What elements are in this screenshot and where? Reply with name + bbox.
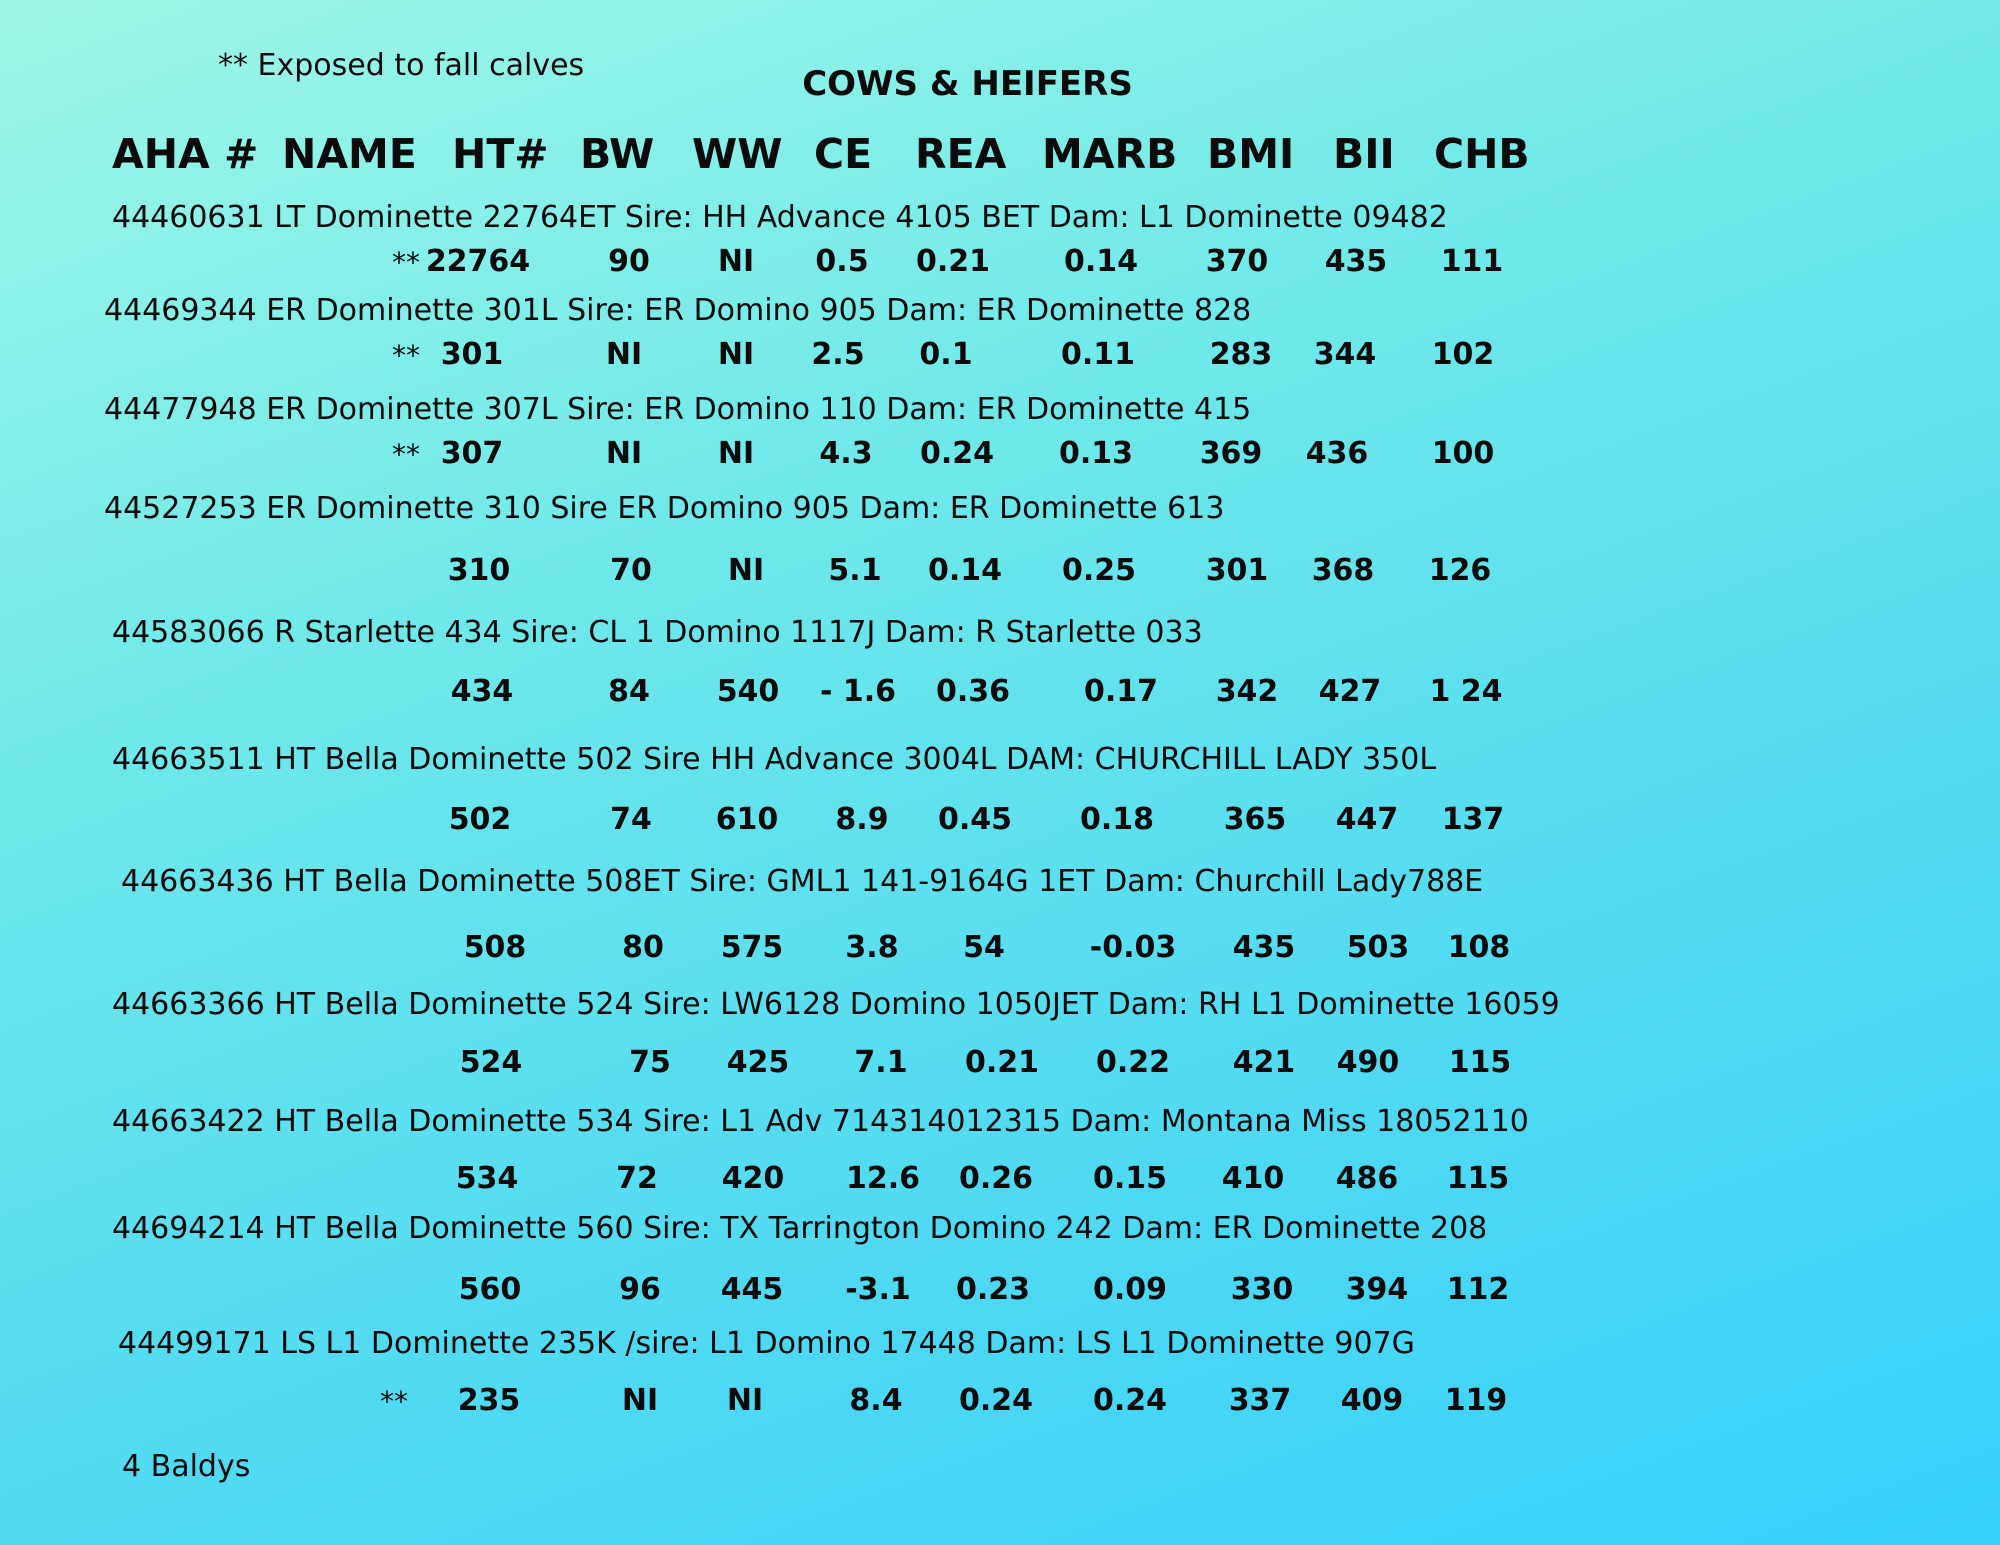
record-value-ww: NI — [727, 553, 765, 588]
record-value-bw: 84 — [608, 674, 650, 709]
record-value-bmi: 435 — [1232, 930, 1296, 965]
record-value-ce: 3.8 — [845, 930, 899, 965]
exposed-marker: ** — [392, 339, 420, 372]
record-value-ce: 7.1 — [854, 1045, 908, 1080]
record-description: 44663366 HT Bella Dominette 524 Sire: LW6128 Domino 1050JET Dam: RH L1 Dominette 16059 — [112, 987, 1560, 1022]
record-value-rea: 0.14 — [927, 553, 1003, 588]
record-description: 44694214 HT Bella Dominette 560 Sire: TX Tarrington Domino 242 Dam: ER Dominette 208 — [112, 1211, 1488, 1246]
record-description: 44583066 R Starlette 434 Sire: CL 1 Domino 1117J Dam: R Starlette 033 — [112, 615, 1203, 650]
record-value-rea: 0.21 — [915, 244, 991, 279]
record-value-ht: 22764 — [425, 244, 531, 279]
record-value-rea: 0.24 — [958, 1383, 1034, 1418]
record-description: 44499171 LS L1 Dominette 235K /sire: L1 Domino 17448 Dam: LS L1 Dominette 907G — [118, 1326, 1415, 1361]
record-value-bii: 409 — [1340, 1383, 1404, 1418]
record-value-marb: 0.14 — [1063, 244, 1139, 279]
record-value-marb: -0.03 — [1089, 930, 1177, 965]
record-value-bw: NI — [605, 436, 643, 471]
record-value-ht: 310 — [447, 553, 511, 588]
record-value-rea: 0.24 — [919, 436, 995, 471]
column-header-name: NAME — [282, 130, 417, 178]
record-value-chb: 137 — [1441, 802, 1505, 837]
record-value-bw: 96 — [619, 1272, 661, 1307]
column-header-ce: CE — [814, 130, 873, 178]
record-value-chb: 108 — [1447, 930, 1511, 965]
record-value-bii: 394 — [1345, 1272, 1409, 1307]
column-header-marb: MARB — [1042, 130, 1178, 178]
record-value-bii: 486 — [1335, 1161, 1399, 1196]
record-value-ww: NI — [717, 337, 755, 372]
record-value-ce: 8.9 — [835, 802, 889, 837]
column-header-bmi: BMI — [1207, 130, 1295, 178]
record-value-rea: 0.26 — [958, 1161, 1034, 1196]
record-value-ht: 235 — [457, 1383, 521, 1418]
record-value-chb: 100 — [1431, 436, 1495, 471]
record-value-bii: 427 — [1318, 674, 1382, 709]
record-value-ce: 0.5 — [815, 244, 869, 279]
record-description: 44663436 HT Bella Dominette 508ET Sire: GML1 141-9164G 1ET Dam: Churchill Lady788E — [121, 864, 1484, 899]
record-value-ww: 575 — [720, 930, 784, 965]
record-value-ht: 508 — [463, 930, 527, 965]
record-value-bmi: 421 — [1232, 1045, 1296, 1080]
record-value-bmi: 365 — [1223, 802, 1287, 837]
record-value-rea: 54 — [963, 930, 1005, 965]
record-value-ht: 524 — [459, 1045, 523, 1080]
record-value-bii: 368 — [1311, 553, 1375, 588]
record-value-ht: 502 — [448, 802, 512, 837]
record-value-marb: 0.15 — [1092, 1161, 1168, 1196]
record-value-ww: 540 — [716, 674, 780, 709]
column-header-chb: CHB — [1434, 130, 1530, 178]
record-value-bmi: 337 — [1228, 1383, 1292, 1418]
record-value-bw: 75 — [629, 1045, 671, 1080]
record-value-chb: 112 — [1446, 1272, 1510, 1307]
record-value-bmi: 301 — [1205, 553, 1269, 588]
record-value-ww: 425 — [726, 1045, 790, 1080]
record-value-ce: 12.6 — [845, 1161, 921, 1196]
record-description: 44663511 HT Bella Dominette 502 Sire HH Advance 3004L DAM: CHURCHILL LADY 350L — [112, 742, 1437, 777]
exposed-marker: ** — [392, 246, 420, 279]
record-value-bw: NI — [605, 337, 643, 372]
record-value-ce: 2.5 — [811, 337, 865, 372]
page-title: COWS & HEIFERS — [802, 64, 1133, 104]
record-value-bii: 503 — [1346, 930, 1410, 965]
record-value-marb: 0.13 — [1058, 436, 1134, 471]
record-value-marb: 0.11 — [1060, 337, 1136, 372]
record-value-chb: 115 — [1446, 1161, 1510, 1196]
record-value-ww: 610 — [715, 802, 779, 837]
exposed-note: ** Exposed to fall calves — [218, 48, 585, 83]
record-value-ht: 307 — [440, 436, 504, 471]
record-value-chb: 126 — [1428, 553, 1492, 588]
record-value-ht: 534 — [455, 1161, 519, 1196]
record-value-bmi: 369 — [1199, 436, 1263, 471]
record-value-bw: NI — [621, 1383, 659, 1418]
record-value-marb: 0.24 — [1092, 1383, 1168, 1418]
record-value-ww: NI — [726, 1383, 764, 1418]
record-value-chb: 115 — [1448, 1045, 1512, 1080]
record-value-ce: -3.1 — [845, 1272, 911, 1307]
record-value-bmi: 410 — [1221, 1161, 1285, 1196]
column-header-aha: AHA # — [112, 130, 259, 178]
record-value-bw: 90 — [608, 244, 650, 279]
record-value-marb: 0.09 — [1092, 1272, 1168, 1307]
column-header-bii: BII — [1333, 130, 1395, 178]
record-value-ht: 560 — [458, 1272, 522, 1307]
record-value-ww: NI — [717, 436, 755, 471]
record-value-ce: 8.4 — [849, 1383, 903, 1418]
record-value-ce: 4.3 — [819, 436, 873, 471]
record-value-marb: 0.25 — [1061, 553, 1137, 588]
record-description: 44469344 ER Dominette 301L Sire: ER Domino 905 Dam: ER Dominette 828 — [104, 293, 1252, 328]
record-value-ht: 434 — [450, 674, 514, 709]
record-description: 44663422 HT Bella Dominette 534 Sire: L1 Adv 714314012315 Dam: Montana Miss 18052110 — [112, 1104, 1529, 1139]
record-value-rea: 0.21 — [964, 1045, 1040, 1080]
column-header-bw: BW — [580, 130, 655, 178]
record-value-ce: - 1.6 — [819, 674, 897, 709]
record-value-chb: 119 — [1444, 1383, 1508, 1418]
record-description: 44527253 ER Dominette 310 Sire ER Domino 905 Dam: ER Dominette 613 — [104, 491, 1225, 526]
record-description: 44460631 LT Dominette 22764ET Sire: HH Advance 4105 BET Dam: L1 Dominette 09482 — [112, 200, 1448, 235]
record-value-marb: 0.17 — [1083, 674, 1159, 709]
record-value-chb: 1 24 — [1429, 674, 1503, 709]
record-value-bw: 70 — [610, 553, 652, 588]
column-header-ht: HT# — [452, 130, 549, 178]
record-value-ww: 420 — [721, 1161, 785, 1196]
record-value-rea: 0.1 — [919, 337, 973, 372]
record-value-bmi: 283 — [1209, 337, 1273, 372]
record-value-bw: 72 — [616, 1161, 658, 1196]
record-value-marb: 0.18 — [1079, 802, 1155, 837]
column-header-rea: REA — [915, 130, 1007, 178]
record-value-bmi: 330 — [1230, 1272, 1294, 1307]
record-value-chb: 102 — [1431, 337, 1495, 372]
record-value-bmi: 342 — [1215, 674, 1279, 709]
record-value-bw: 80 — [622, 930, 664, 965]
record-value-bii: 490 — [1336, 1045, 1400, 1080]
record-value-ce: 5.1 — [828, 553, 882, 588]
record-value-ww: 445 — [720, 1272, 784, 1307]
record-value-bii: 344 — [1313, 337, 1377, 372]
record-value-bii: 436 — [1305, 436, 1369, 471]
exposed-marker: ** — [392, 438, 420, 471]
record-value-ht: 301 — [440, 337, 504, 372]
record-value-chb: 111 — [1440, 244, 1504, 279]
record-value-rea: 0.23 — [955, 1272, 1031, 1307]
record-value-rea: 0.36 — [935, 674, 1011, 709]
record-value-ww: NI — [717, 244, 755, 279]
record-value-bii: 435 — [1324, 244, 1388, 279]
record-value-bmi: 370 — [1205, 244, 1269, 279]
exposed-marker: ** — [380, 1385, 408, 1418]
column-header-ww: WW — [692, 130, 783, 178]
record-value-marb: 0.22 — [1095, 1045, 1171, 1080]
footer-note: 4 Baldys — [122, 1449, 251, 1484]
record-value-bw: 74 — [610, 802, 652, 837]
record-value-rea: 0.45 — [937, 802, 1013, 837]
record-description: 44477948 ER Dominette 307L Sire: ER Domino 110 Dam: ER Dominette 415 — [104, 392, 1252, 427]
record-value-bii: 447 — [1335, 802, 1399, 837]
